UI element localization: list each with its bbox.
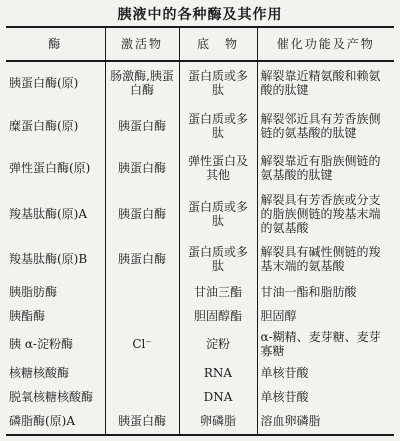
function-cell: α-糊精、麦芽糖、麦芽寡糖: [260, 330, 381, 359]
header-activator: 激活物: [105, 27, 179, 61]
substrate-cell: 弹性蛋白及其他: [179, 146, 257, 190]
enzyme-cell: 胰酯酶: [6, 304, 105, 328]
substrate-cell: 卵磷脂: [179, 409, 257, 435]
table-row: [6, 105, 394, 147]
enzyme-cell: 脱氧核糖核酸酶: [6, 385, 105, 409]
substrate-cell: 甘油三酯: [179, 280, 257, 304]
function-cell: 解裂靠近有脂族侧链的氨基酸的肽键: [260, 154, 381, 183]
table-row: [6, 385, 394, 409]
activator-cell: [105, 280, 179, 304]
substrate-cell: 淀粉: [179, 328, 257, 361]
function-cell: 溶血卵磷脂: [257, 409, 394, 435]
header-enzyme: 酶: [6, 27, 105, 61]
substrate-cell: DNA: [179, 385, 257, 409]
table-row: [6, 280, 394, 304]
substrate-cell: 胆固醇酯: [179, 304, 257, 328]
enzyme-cell: 糜蛋白酶(原): [6, 105, 105, 147]
function-cell: 解裂邻近具有芳香族侧链的氨基酸的肽键: [260, 111, 381, 140]
enzyme-cell: 羧基肽酶(原)A: [6, 190, 105, 238]
function-cell: 甘油一酯和脂肪酸: [260, 284, 357, 299]
substrate-cell: 蛋白质或多肽: [179, 238, 257, 280]
function-cell: 单核苷酸: [260, 365, 309, 380]
activator-cell: [105, 385, 179, 409]
enzyme-cell: 弹性蛋白酶(原): [6, 146, 105, 190]
table-row: [6, 190, 394, 238]
enzyme-table: [6, 26, 394, 436]
table-row: [6, 361, 394, 385]
function-cell: 解裂具有芳香族或分支的脂族侧链的羧基末端的氨基酸: [260, 193, 381, 236]
enzyme-cell: 核糖核酸酶: [6, 361, 105, 385]
activator-cell: 胰蛋白酶: [105, 105, 179, 147]
enzyme-cell: 磷脂酶(原)A: [6, 409, 105, 435]
substrate-cell: 蛋白质或多肽: [179, 190, 257, 238]
enzyme-cell: 胰 α-淀粉酶: [6, 328, 105, 361]
activator-cell: [105, 361, 179, 385]
substrate-cell: 蛋白质或多肽: [179, 105, 257, 147]
table-row: [6, 238, 394, 280]
function-cell: 单核苷酸: [260, 389, 309, 404]
header-row: [6, 27, 394, 61]
activator-cell: 肠激酶,胰蛋白酶: [105, 61, 179, 105]
activator-cell: 胰蛋白酶: [105, 409, 179, 435]
enzyme-cell: 胰蛋白酶(原): [6, 61, 105, 105]
table-body: [6, 61, 394, 435]
function-cell: 解裂靠近精氨酸和赖氨酸的肽键: [260, 69, 381, 98]
table-row: [6, 328, 394, 361]
activator-cell: 胰蛋白酶: [105, 146, 179, 190]
table-row: [6, 304, 394, 328]
activator-cell: Cl⁻: [105, 328, 179, 361]
header-function: 催化功能及产物: [257, 27, 394, 61]
activator-cell: 胰蛋白酶: [105, 238, 179, 280]
function-cell: 胆固醇: [260, 308, 297, 323]
table-row: [6, 146, 394, 190]
function-cell: 解裂具有碱性侧链的羧基末端的氨基酸: [260, 244, 381, 273]
substrate-cell: RNA: [179, 361, 257, 385]
table-title: 胰液中的各种酶及其作用: [117, 7, 283, 23]
activator-cell: 胰蛋白酶: [105, 190, 179, 238]
enzyme-cell: 胰脂肪酶: [6, 280, 105, 304]
substrate-cell: 蛋白质或多肽: [179, 61, 257, 105]
enzyme-cell: 羧基肽酶(原)B: [6, 238, 105, 280]
table-row: [6, 61, 394, 105]
activator-cell: [105, 304, 179, 328]
table-row: [6, 409, 394, 435]
header-substrate: 底 物: [179, 27, 257, 61]
